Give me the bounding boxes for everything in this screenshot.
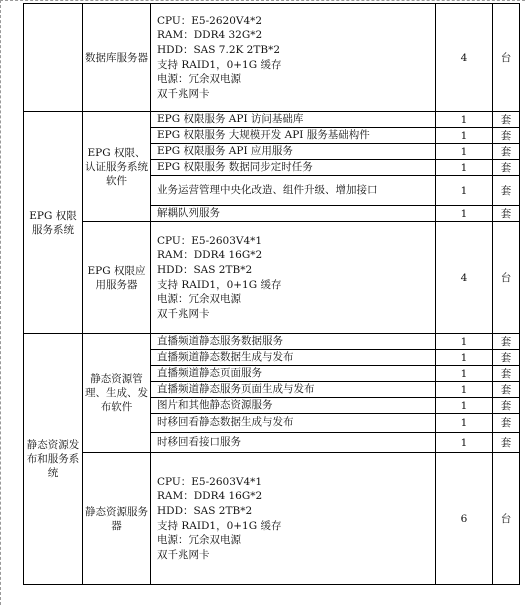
unit-cell: 套	[493, 382, 520, 398]
unit-cell: 套	[493, 206, 520, 222]
quantity-cell: 1	[436, 382, 493, 398]
spec-line: HDD：SAS 2TB*2	[157, 263, 253, 276]
quantity-cell: 1	[436, 144, 493, 160]
item-cell: 直播频道静态服务数据服务	[151, 334, 436, 350]
spec-line: 电源：冗余双电源	[157, 73, 241, 86]
spec-line: 支持 RAID1，0+1G 缓存	[157, 58, 282, 71]
quantity-cell: 1	[436, 334, 493, 350]
item-cell: 直播频道静态数据生成与发布	[151, 350, 436, 366]
unit-cell: 台	[493, 453, 520, 585]
unit-cell: 套	[493, 414, 520, 433]
spec-line: 支持 RAID1，0+1G 缓存	[157, 519, 282, 532]
spec-line: 电源：冗余双电源	[157, 534, 241, 547]
spec-line: 电源：冗余双电源	[157, 293, 241, 306]
spec-line: 支持 RAID1，0+1G 缓存	[157, 278, 282, 291]
item-cell: 业务运营管理中央化改造、组件升级、增加接口	[151, 176, 436, 206]
quantity-cell: 1	[436, 160, 493, 176]
group-cell: 静态资源服务器	[83, 453, 151, 585]
item-cell: EPG 权限服务 API 访问基础库	[151, 112, 436, 128]
spec-line: CPU：E5-2620V4*2	[157, 14, 263, 27]
unit-cell: 套	[493, 144, 520, 160]
system-cell: 静态资源发布和服务系统	[24, 334, 83, 585]
spec-line: 双千兆网卡	[157, 548, 210, 561]
item-cell: EPG 权限服务 API 应用服务	[151, 144, 436, 160]
unit-cell: 套	[493, 176, 520, 206]
item-cell: EPG 权限服务 数据同步定时任务	[151, 160, 436, 176]
spec-cell	[151, 453, 436, 585]
spec-line: CPU：E5-2603V4*1	[157, 234, 263, 247]
table-row	[24, 453, 520, 585]
unit-cell: 套	[493, 433, 520, 453]
quantity-cell: 1	[436, 206, 493, 222]
quantity-cell: 6	[436, 453, 493, 585]
quantity-cell: 1	[436, 350, 493, 366]
spec-cell	[151, 222, 436, 334]
unit-cell: 套	[493, 334, 520, 350]
unit-cell: 套	[493, 398, 520, 414]
item-cell: 时移回看静态数据生成与发布	[151, 414, 436, 433]
group-cell: EPG 权限应用服务器	[83, 222, 151, 334]
quantity-cell: 1	[436, 366, 493, 382]
quantity-cell: 1	[436, 433, 493, 453]
spec-line: HDD：SAS 7.2K 2TB*2	[157, 43, 281, 56]
item-cell: EPG 权限服务 大规模开发 API 服务基础构件	[151, 128, 436, 144]
spec-line: RAM：DDR4 32G*2	[157, 29, 263, 42]
table-row	[24, 4, 520, 112]
system-cell	[24, 4, 83, 112]
page-left-edge	[0, 0, 5, 605]
group-cell: 数据库服务器	[83, 4, 151, 112]
quantity-cell: 1	[436, 398, 493, 414]
group-cell: EPG 权限、认证服务系统软件	[83, 112, 151, 222]
spec-line: HDD：SAS 2TB*2	[157, 504, 253, 517]
spec-line: CPU：E5-2603V4*1	[157, 475, 263, 488]
spec-line: 双千兆网卡	[157, 87, 210, 100]
equipment-table	[23, 3, 520, 585]
item-cell: 图片和其他静态资源服务	[151, 398, 436, 414]
spec-line: RAM：DDR4 16G*2	[157, 490, 263, 503]
item-cell: 直播频道静态页面服务	[151, 366, 436, 382]
quantity-cell: 1	[436, 176, 493, 206]
quantity-cell: 1	[436, 112, 493, 128]
unit-cell: 套	[493, 128, 520, 144]
quantity-cell: 4	[436, 4, 493, 112]
unit-cell: 套	[493, 366, 520, 382]
table-row	[24, 222, 520, 334]
unit-cell: 台	[493, 222, 520, 334]
quantity-cell: 1	[436, 128, 493, 144]
spec-line: RAM：DDR4 16G*2	[157, 249, 263, 262]
unit-cell: 台	[493, 4, 520, 112]
unit-cell: 套	[493, 160, 520, 176]
table-row	[24, 112, 520, 128]
unit-cell: 套	[493, 350, 520, 366]
item-cell: 解耦队列服务	[151, 206, 436, 222]
system-cell: EPG 权限服务系统	[24, 112, 83, 334]
group-cell: 静态资源管理、生成、发布软件	[83, 334, 151, 453]
quantity-cell: 4	[436, 222, 493, 334]
spec-cell	[151, 4, 436, 112]
quantity-cell: 1	[436, 414, 493, 433]
unit-cell: 套	[493, 112, 520, 128]
table-row	[24, 334, 520, 350]
spec-line: 双千兆网卡	[157, 307, 210, 320]
item-cell: 直播频道静态服务页面生成与发布	[151, 382, 436, 398]
item-cell: 时移回看接口服务	[151, 433, 436, 453]
